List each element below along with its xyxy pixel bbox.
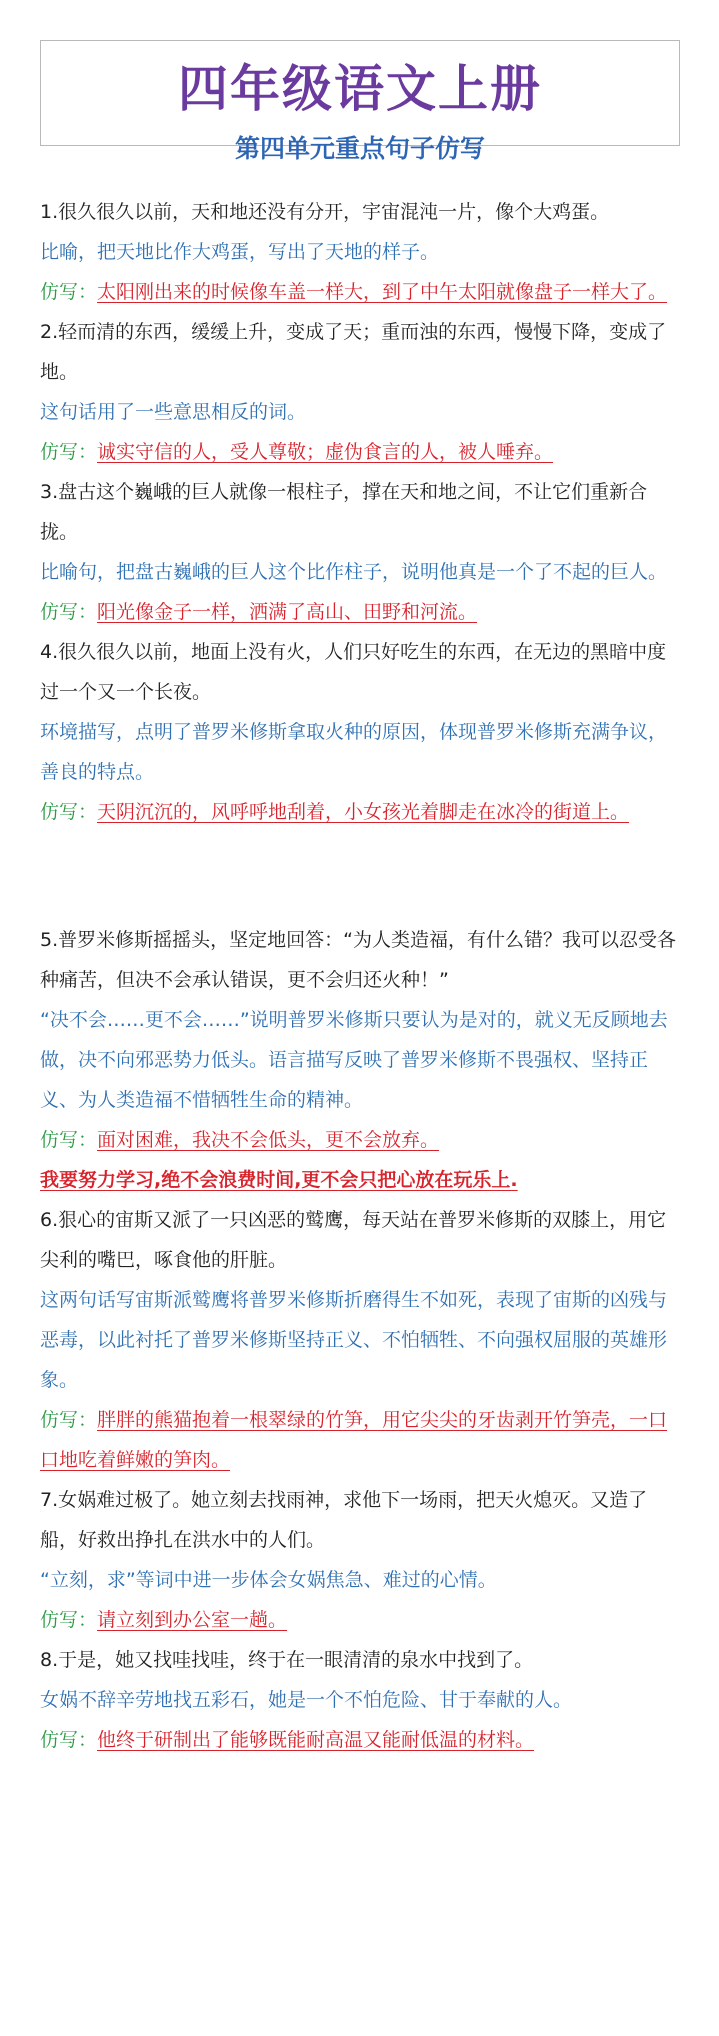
imitation-label: 仿写：	[40, 1729, 98, 1751]
imitation-row-1	[40, 272, 682, 312]
imitation-label: 仿写：	[40, 801, 98, 823]
analysis-4: 环境描写，点明了普罗米修斯拿取火种的原因，体现普罗米修斯充满争议，善良的特点。	[40, 721, 668, 783]
imitation-row-2	[40, 432, 682, 472]
imitation-row-5	[40, 1120, 682, 1160]
analysis-2: 这句话用了一些意思相反的词。	[40, 401, 307, 423]
imitation-row-7	[40, 1600, 682, 1640]
sentence-6: 6.狠心的宙斯又派了一只凶恶的鹫鹰，每天站在普罗米修斯的双膝上，用它尖利的嘴巴，啄食他的肝脏。	[40, 1209, 667, 1271]
imitation-5-extra: 我要努力学习,绝不会浪费时间,更不会只把心放在玩乐上.	[40, 1169, 518, 1191]
imitation-label: 仿写：	[40, 1609, 98, 1631]
imitation-7: 请立刻到办公室一趟。	[97, 1609, 288, 1631]
imitation-label: 仿写：	[40, 1129, 98, 1151]
analysis-6: 这两句话写宙斯派鹫鹰将普罗米修斯折磨得生不如死，表现了宙斯的凶残与恶毒，以此衬托了普罗米修斯坚持正义、不怕牺牲、不向强权屈服的英雄形象。	[40, 1289, 668, 1391]
imitation-row-5b	[40, 1160, 682, 1200]
sentence-3: 3.盘古这个巍峨的巨人就像一根柱子，撑在天和地之间，不让它们重新合拢。	[40, 481, 648, 543]
imitation-8: 他终于研制出了能够既能耐高温又能耐低温的材料。	[97, 1729, 535, 1751]
imitation-row-6	[40, 1400, 682, 1480]
blank-gap	[40, 832, 682, 920]
title-box	[40, 40, 680, 163]
imitation-label: 仿写：	[40, 281, 98, 303]
analysis-5: “决不会……更不会……”说明普罗米修斯只要认为是对的，就义无反顾地去做，决不向邪恶势力低头。语言描写反映了普罗米修斯不畏强权、坚持正义、为人类造福不惜牺牲生命的精神。	[40, 1009, 668, 1111]
imitation-4: 天阴沉沉的，风呼呼地刮着，小女孩光着脚走在冰冷的街道上。	[97, 801, 630, 823]
imitation-label: 仿写：	[40, 441, 98, 463]
imitation-5: 面对困难，我决不会低头，更不会放弃。	[97, 1129, 440, 1151]
analysis-8: 女娲不辞辛劳地找五彩石，她是一个不怕危险、甘于奉献的人。	[40, 1689, 573, 1711]
imitation-row-3	[40, 592, 682, 632]
imitation-6: 胖胖的熊猫抱着一根翠绿的竹笋，用它尖尖的牙齿剥开竹笋壳，一口口地吃着鲜嫩的笋肉。	[40, 1409, 668, 1471]
imitation-3: 阳光像金子一样，洒满了高山、田野和河流。	[97, 601, 478, 623]
analysis-1: 比喻，把天地比作大鸡蛋，写出了天地的样子。	[40, 241, 440, 263]
imitation-1: 太阳刚出来的时候像车盖一样大，到了中午太阳就像盘子一样大了。	[97, 281, 668, 303]
page-subtitle: 第四单元重点句子仿写	[234, 134, 485, 163]
page-title: 四年级语文上册	[178, 60, 542, 118]
imitation-label: 仿写：	[40, 601, 98, 623]
imitation-2: 诚实守信的人，受人尊敬；虚伪食言的人，被人唾弃。	[97, 441, 554, 463]
sentence-7: 7.女娲难过极了。她立刻去找雨神，求他下一场雨，把天火熄灭。又造了船，好救出挣扎在洪水中的人们。	[40, 1489, 648, 1551]
content	[40, 192, 682, 1760]
imitation-label: 仿写：	[40, 1409, 98, 1431]
sentence-4: 4.很久很久以前，地面上没有火，人们只好吃生的东西，在无边的黑暗中度过一个又一个长夜。	[40, 641, 667, 703]
sentence-8: 8.于是，她又找哇找哇，终于在一眼清清的泉水中找到了。	[40, 1649, 534, 1671]
sentence-5: 5.普罗米修斯摇摇头，坚定地回答：“为人类造福，有什么错？我可以忍受各种痛苦，但决不会承认错误，更不会归还火种！”	[40, 929, 676, 991]
sentence-2: 2.轻而清的东西，缓缓上升，变成了天；重而浊的东西，慢慢下降，变成了地。	[40, 321, 667, 383]
analysis-3: 比喻句，把盘古巍峨的巨人这个比作柱子，说明他真是一个了不起的巨人。	[40, 561, 668, 583]
imitation-row-8	[40, 1720, 682, 1760]
imitation-row-4	[40, 792, 682, 832]
analysis-7: “立刻，求”等词中进一步体会女娲焦急、难过的心情。	[40, 1569, 497, 1591]
sentence-1: 1.很久很久以前，天和地还没有分开，宇宙混沌一片，像个大鸡蛋。	[40, 201, 610, 223]
